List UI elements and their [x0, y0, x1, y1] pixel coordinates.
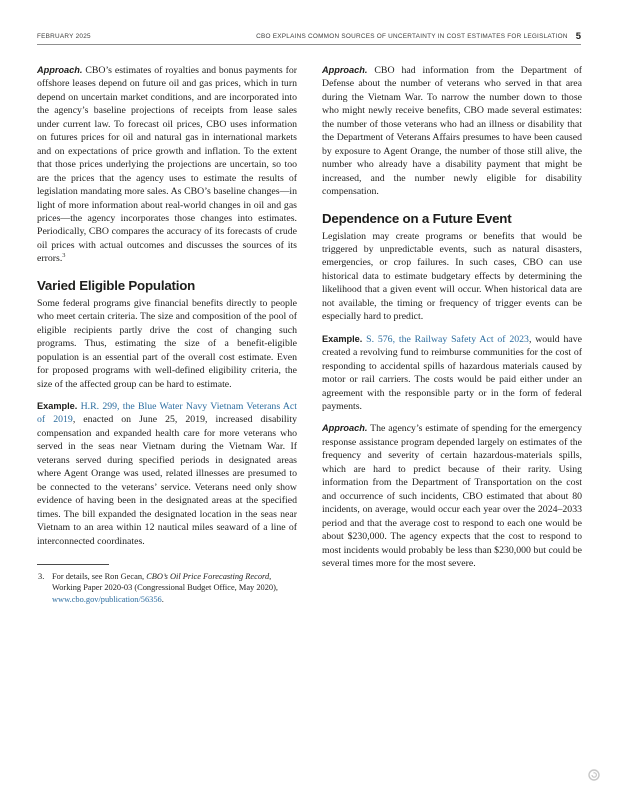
approach-lead: Approach.	[37, 65, 83, 75]
footnote-text-before: For details, see Ron Gecan,	[52, 571, 147, 581]
approach-lead: Approach.	[322, 423, 368, 434]
example-text: , enacted on June 25, 2019, increased disability compensation and expanded health care for more veterans who served in the seas near Vietnam during the Vietnam War. If veterans served during specified periods in designated areas where Agent Orange was used, related illnesses are presumed to be connected to the veterans’ service. Veterans need only show evidence of having been in the designated areas at the specified times. The bill expanded the designated location in the seas near Vietnam to an area within 12 nautical miles seaward of a line of interconnected coordinates.	[37, 414, 297, 547]
footnote-divider	[37, 564, 109, 565]
footnote-text-after: Working Paper 2020-03 (Congressional Budget Office, May 2020),	[52, 583, 278, 593]
section-heading-dependence-future-event: Dependence on a Future Event	[322, 210, 512, 226]
approach-text: CBO’s estimates of royalties and bonus payments for offshore leases depend on future oil and gas prices, which in turn depend on uncertain market conditions, and are incorporated into the agency’s baseline projections of receipts from lease sales under current law. To forecast oil prices, CBO uses information on futures prices for oil and natural gas in international markets and on expectations of price growth and inflation. To the extent that those prices underlying the projections are uncertain, so too are the prices that the agency uses to estimate the results of legislation mandating more sales. As CBO’s baseline changes—in light of more information about real-world changes in oil and gas prices—the agency incorporates those changes into estimates. Periodically, CBO compares the accuracy of its forecasts of crude oil prices with actual outcomes and discusses the sources of its errors.	[37, 65, 297, 265]
example-paragraph-hr299	[37, 400, 297, 548]
approach-text: The agency’s estimate of spending for the emergency response assistance program depended largely on estimates of the frequency and severity of certain hazardous-materials spills, which are hard to predict because of their rarity. Using information from the Department of Transportation on the cost and occurrence of such incidents, CBO estimated that about 80 incidents, on average, would occur each year over the 2024–2033 period and that the average cost to respond to each one would be about $230,000. The agency expects that the cost to respond to most incidents would probably be less than $230,000 but could be several times more for the most severe.	[322, 423, 582, 569]
header-report-title: CBO EXPLAINS COMMON SOURCES OF UNCERTAINTY IN COST ESTIMATES FOR LEGISLATION	[256, 33, 568, 40]
approach-paragraph-spills	[322, 422, 582, 570]
section-heading-varied-eligible-population: Varied Eligible Population	[37, 277, 196, 293]
example-lead: Example.	[37, 400, 78, 411]
right-column	[322, 64, 582, 605]
header-date: FEBRUARY 2025	[37, 33, 91, 40]
approach-lead: Approach.	[322, 65, 368, 75]
section-intro-paragraph: Some federal programs give financial benefits directly to people who meet certain criteria. The size and composition of the pool of eligible recipients partly drive the cost of changing such programs. Thus, estimating the size of a benefit-eligible population is an essential part of the overall cost estimate. Even for proposed programs with well-defined eligibility criteria, the size of the affected group can be hard to estimate.	[37, 297, 297, 390]
example-paragraph-s576	[322, 333, 582, 414]
example-text: , would have created a revolving fund to reimburse communities for the cost of responding to accidental spills of hazardous materials caused by motor or rail carriers. The costs would be paid either under an agreement with the responsible party or in the form of federal payments.	[322, 333, 583, 412]
two-column-body	[37, 64, 582, 605]
link-cbo-publication-56356[interactable]: www.cbo.gov/publication/56356	[52, 594, 162, 604]
example-lead: Example.	[322, 333, 363, 344]
approach-text: CBO had information from the Department of Defense about the number of veterans who served in that area during the Vietnam War. To narrow the number down to those who might newly receive benefits, CBO made several estimates: the number of those veterans who had an illness or disability that the Department of Veterans Affairs presumes to have been caused by exposure to Agent Orange, the number of those still alive, the number who already have a disability payment that might be increased, and the number newly eligible for disability compensation.	[322, 65, 582, 198]
header-right	[256, 33, 581, 40]
link-s576-railway-safety-act[interactable]: S. 576, the Railway Safety Act of 2023	[366, 333, 529, 345]
link-hr299-blue-water-navy-act[interactable]: H.R. 299, the Blue Water Navy Vietnam Veterans Act of 2019	[37, 400, 297, 426]
approach-paragraph-oil	[37, 64, 297, 266]
page-number: 5	[575, 31, 581, 42]
left-column	[37, 64, 297, 605]
recycled-paper-icon	[588, 768, 600, 780]
page-header	[37, 33, 581, 45]
footnote-3	[37, 571, 297, 606]
footnote-reference[interactable]: 3	[62, 252, 66, 260]
approach-paragraph-veterans	[322, 64, 582, 199]
section-intro-paragraph: Legislation may create programs or benefits that would be triggered by unpredictable events, such as natural disasters, emergencies, or crop failures. In such cases, CBO can use historical data to estimate budgetary effects by determining the likelihood that a given event will occur. When historical data are not available, the timing or frequency of trigger events can be especially hard to predict.	[322, 230, 582, 323]
footnote-number: 3.	[38, 571, 45, 581]
footnote-period: .	[161, 594, 164, 604]
footnote-work-title: CBO’s Oil Price Forecasting Record,	[146, 571, 272, 581]
